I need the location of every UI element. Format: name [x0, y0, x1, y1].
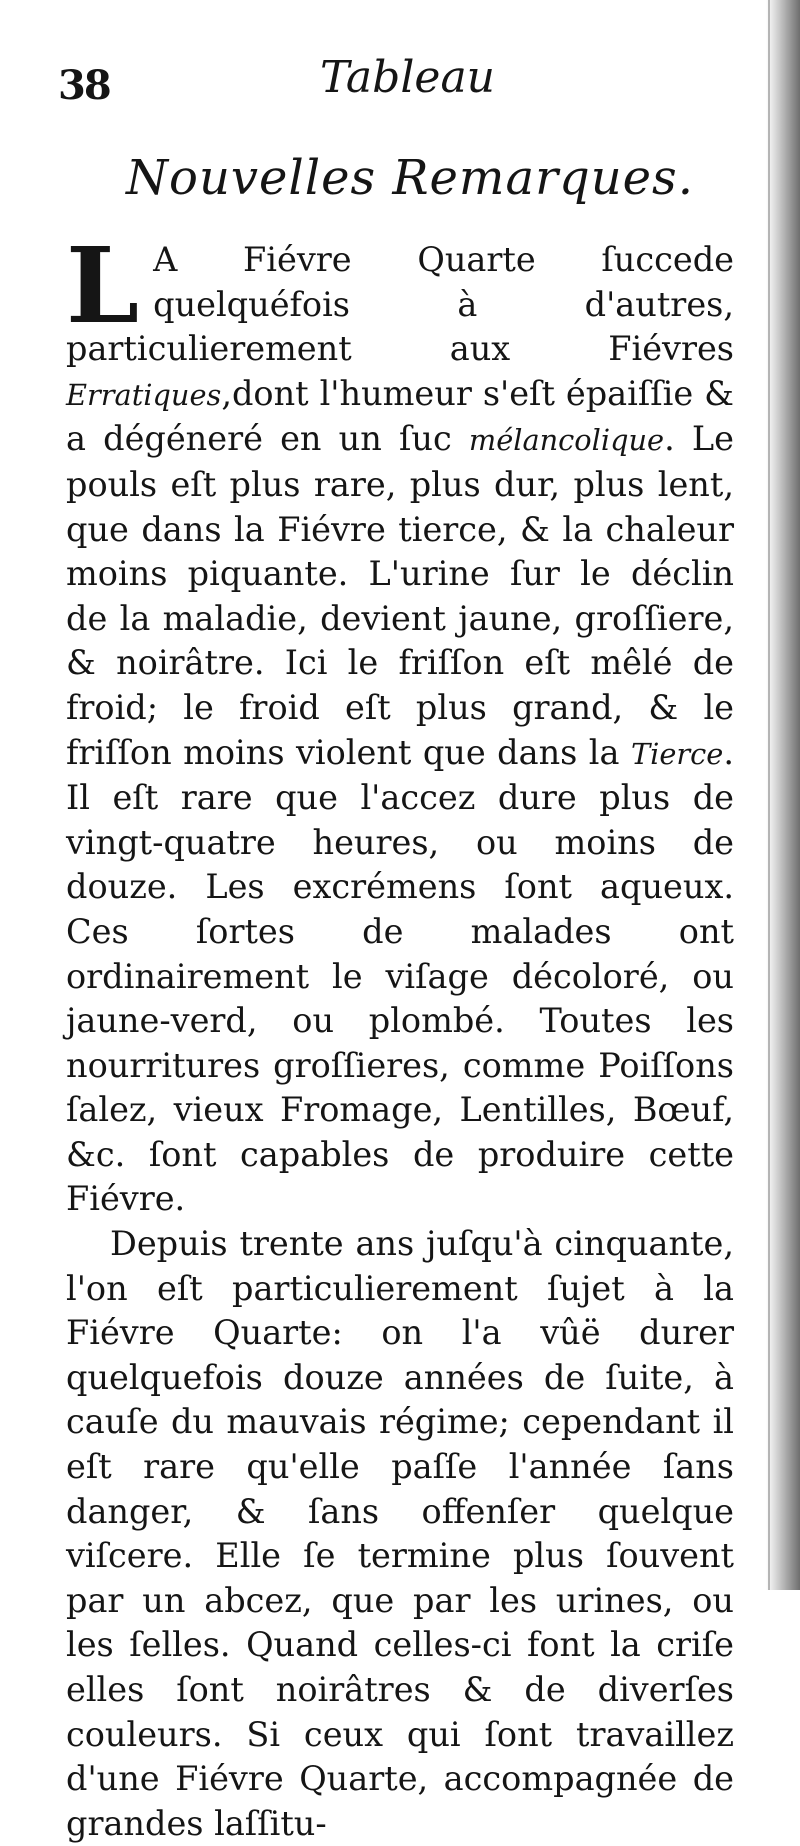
running-head-title: Tableau [320, 52, 496, 103]
binding-edge-line [768, 0, 770, 1590]
drop-cap: L [66, 224, 140, 347]
italic-term-tierce: Tierce [630, 736, 724, 771]
paragraph-1 [66, 224, 734, 1222]
italic-term-melancolique: mélancolique [468, 423, 665, 458]
section-title: Nouvelles Remarques. [126, 150, 694, 206]
binding-shadow [766, 0, 800, 1590]
page-number: 38 [58, 62, 110, 109]
running-head [0, 42, 800, 112]
paragraph-1-text-b: ,dont l'humeur s'eſt épaiſſie & a dégéneré en un ſuc [66, 373, 734, 459]
paragraph-1-text-a: A Fiévre Quarte ſuccede quelquéfois à d'autres, particulierement aux Fiévres [66, 240, 734, 369]
paragraph-2: Depuis trente ans juſqu'à cinquante, l'on eſt particulierement ſujet à la Fiévre Quarte: on l'a vûë durer quelquefois douze années de ſuite, à cauſe du mauvais régime; cependant il eſt rare qu'elle paſſe l'année ſans danger, & ſans offenſer quelque viſcere. Elle ſe termine plus ſouvent par un abcez, que par les urines, ou les ſelles. Quand celles-ci font la criſe elles ſont noirâtres & de diverſes couleurs. Si ceux qui ſont travaillez d'une Fiévre Quarte, accompagnée de grandes laſſitu- [66, 1224, 734, 1843]
paragraph-1-text-c: . Le pouls eſt plus rare, plus dur, plus lent, que dans la Fiévre tierce, & la chaleur moins piquante. L'urine ſur le déclin de la maladie, devient jaune, groſſiere, & noirâtre. Ici le friſſon eſt mêlé de froid; le froid eſt plus grand, & le friſſon moins violent que dans la [66, 419, 734, 772]
italic-term-erratiques: Erratiques [66, 377, 222, 412]
body-text [66, 224, 734, 1846]
paragraph-1-text-d: . Il eſt rare que l'accez dure plus de vingt-quatre heures, ou moins de douze. Les excrémens ſont aqueux. Ces ſortes de malades ont ordinairement le viſage décoloré, ou jaune-verd, ou plombé. Toutes les nourritures groſſieres, comme Poiſſons ſalez, vieux Fromage, Lentilles, Bœuf, &c. ſont capables de produire cette Fiévre. [66, 732, 734, 1219]
